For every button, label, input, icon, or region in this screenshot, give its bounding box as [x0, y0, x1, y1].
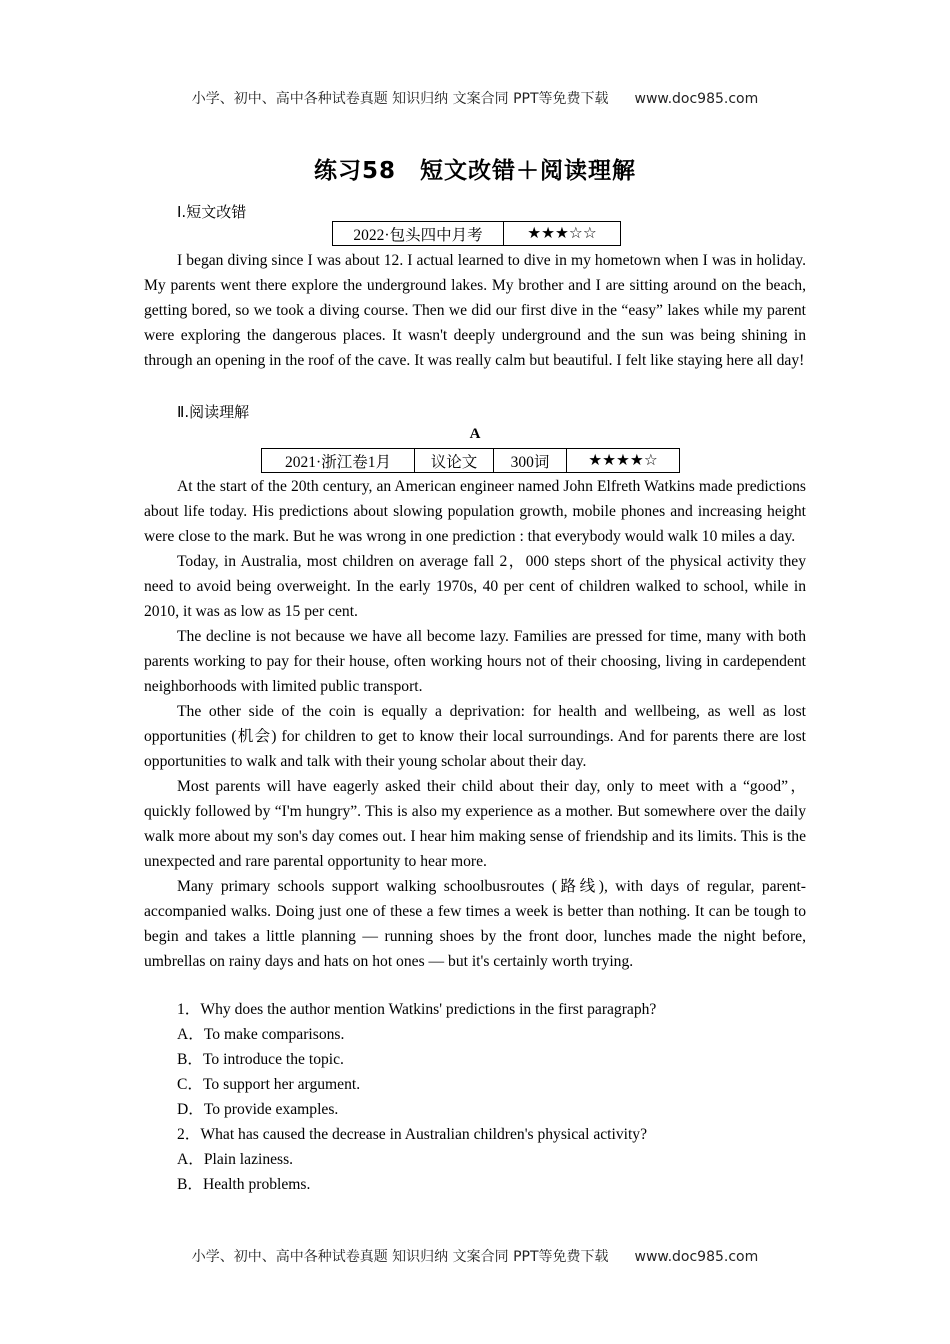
footer-text: 小学、初中、高中各种试卷真题 知识归纳 文案合同 PPT等免费下载 [191, 1249, 609, 1265]
passage-letter: A [469, 426, 481, 442]
page-footer [0, 1246, 950, 1266]
page-header [0, 88, 950, 108]
meta-difficulty: ★★★★☆ [567, 449, 680, 473]
passage-paragraph: I began diving since I was about 12. I actual learned to dive in my hometown when I was in holiday. My parents went there explore the underground lakes. My brother and I are sitting around on the beach, getting bored, so we took a diving course. Then we did our first dive in the “easy” lakes while my parent were exploring the dangerous places. It wasn't deeply underground and the sun was being shining in through an opening in the roof of the cave. It was really calm but beautiful. I felt like staying here all day! [144, 252, 806, 369]
option-1d: D．To provide examples. [177, 1101, 339, 1118]
section-1-meta-table [332, 221, 621, 246]
meta-source: 2022·包头四中月考 [333, 222, 504, 246]
footer-url[interactable]: www.doc985.com [634, 1249, 759, 1265]
meta-difficulty: ★★★☆☆ [504, 222, 621, 246]
passage-paragraph: At the start of the 20th century, an American engineer named John Elfreth Watkins made predictions about life today. His predictions about slowing population growth, mobile phones and increasing height were close to the mark. But he was wrong in one prediction : that everybody would walk 10 miles a day. [144, 478, 806, 545]
header-text: 小学、初中、高中各种试卷真题 知识归纳 文案合同 PPT等免费下载 [191, 91, 609, 107]
meta-source: 2021·浙江卷1月 [262, 449, 415, 473]
page-title: 练习58 短文改错＋阅读理解 [313, 158, 636, 184]
passage-paragraph: Many primary schools support walking schoolbusroutes (路线), with days of regular, parent-accompanied walks. Doing just one of these a few times a week is better than nothing. It can be tough to begin and takes a little planning — running shoes by the front door, lunches made the night before, umbrellas on rainy days and hats on hot ones — but it's certainly worth trying. [144, 878, 806, 970]
passage-paragraph: The decline is not because we have all become lazy. Families are pressed for time, many with both parents working to pay for their house, often working hours not of their choosing, living in cardependent neighborhoods with limited public transport. [144, 628, 806, 695]
option-1c: C．To support her argument. [177, 1076, 361, 1093]
header-url[interactable]: www.doc985.com [634, 91, 759, 107]
reading-passage [144, 474, 806, 974]
section-2-label: Ⅱ.阅读理解 [177, 403, 250, 421]
passage-paragraph: The other side of the coin is equally a deprivation: for health and wellbeing, as well as lost opportunities (机会) for children to get to know their local surroundings. And for parents there are lost opportunities to walk and talk with their young scholar about their day. [144, 703, 806, 770]
passage-paragraph: Most parents will have eagerly asked their child about their day, only to meet with a “good”， quickly followed by “I'm hungry”. This is also my experience as a mother. But somewhere over the daily walk more about my son's day comes out. I hear him making sense of friendship and its limits. This is the unexpected and rare parental opportunity to hear more. [144, 778, 806, 870]
option-1a: A．To make comparisons. [177, 1026, 345, 1043]
option-2b: B．Health problems. [177, 1176, 311, 1193]
section-1-label: Ⅰ.短文改错 [177, 203, 247, 221]
question-1: 1．Why does the author mention Watkins' predictions in the first paragraph? [177, 1001, 657, 1018]
passage-paragraph: Today, in Australia, most children on average fall 2，000 steps short of the physical activity they need to avoid being overweight. In the early 1970s, 40 per cent of children walked to school, while in 2010, it was as low as 15 per cent. [144, 553, 806, 620]
option-1b: B．To introduce the topic. [177, 1051, 344, 1068]
option-2a: A．Plain laziness. [177, 1151, 294, 1168]
error-correction-passage [144, 248, 806, 373]
question-2: 2．What has caused the decrease in Australian children's physical activity? [177, 1126, 648, 1143]
questions [177, 997, 656, 1197]
section-2-meta-table [261, 448, 680, 473]
meta-genre: 议论文 [415, 449, 494, 473]
meta-word-count: 300词 [494, 449, 567, 473]
